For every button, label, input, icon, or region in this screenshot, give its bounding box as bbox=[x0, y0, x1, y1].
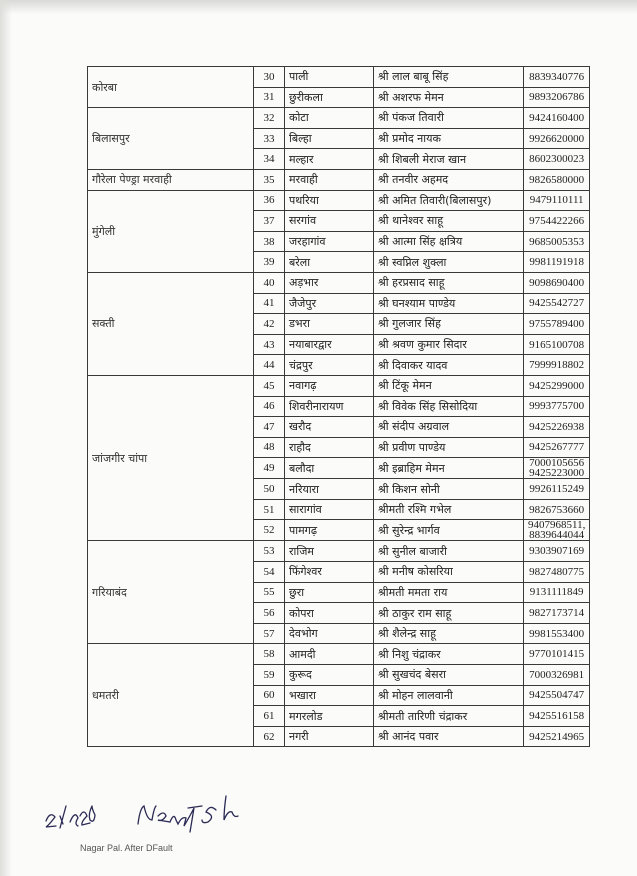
phone-number: 9425223000 bbox=[529, 467, 585, 479]
block-name-cell: नगरी bbox=[285, 726, 374, 747]
serial-number-cell: 34 bbox=[254, 149, 285, 170]
block-name-cell: सारागांव bbox=[285, 499, 374, 520]
serial-number-cell: 39 bbox=[254, 252, 285, 273]
phone-number: 9424160400 bbox=[529, 111, 585, 124]
serial-number-cell: 30 bbox=[254, 67, 285, 88]
serial-number-cell: 46 bbox=[254, 396, 285, 417]
phone-cell bbox=[524, 603, 590, 624]
phone-number: 9981191918 bbox=[529, 256, 584, 269]
phone-cell bbox=[524, 314, 590, 335]
person-name-cell: श्री सुरेन्द्र भार्गव bbox=[374, 520, 524, 541]
phone-cell bbox=[524, 272, 590, 293]
block-name-cell: मल्हार bbox=[285, 149, 374, 170]
serial-number-cell: 37 bbox=[254, 211, 285, 232]
phone-cell bbox=[524, 726, 590, 747]
phone-cell bbox=[524, 706, 590, 727]
phone-cell bbox=[524, 67, 590, 88]
person-name-cell: श्री अमित तिवारी(बिलासपुर) bbox=[374, 190, 524, 211]
table-row bbox=[88, 108, 590, 129]
serial-number-cell: 58 bbox=[254, 644, 285, 665]
block-name-cell: राजिम bbox=[285, 541, 374, 562]
serial-number-cell: 52 bbox=[254, 520, 285, 541]
block-name-cell: चंद्रपुर bbox=[285, 355, 374, 376]
phone-number: 9425504747 bbox=[529, 689, 585, 702]
phone-number: 9826753660 bbox=[529, 503, 585, 516]
phone-number: 7000105656 bbox=[529, 457, 585, 470]
phone-number: 7000326981 bbox=[529, 668, 585, 681]
phone-cell bbox=[524, 520, 590, 541]
person-name-cell: श्री शैलेन्द्र साहू bbox=[374, 623, 524, 644]
serial-number-cell: 53 bbox=[254, 541, 285, 562]
phone-number: 7999918802 bbox=[529, 359, 585, 372]
block-name-cell: मरवाही bbox=[285, 169, 374, 190]
person-name-cell: श्री प्रवीण पाण्डेय bbox=[374, 437, 524, 458]
phone-number: 9165100708 bbox=[529, 338, 585, 351]
phone-cell bbox=[524, 190, 590, 211]
district-cell: मुंगेली bbox=[88, 190, 254, 272]
serial-number-cell: 47 bbox=[254, 417, 285, 438]
person-name-cell: श्री किशन सोनी bbox=[374, 479, 524, 500]
person-name-cell: श्री सुखचंद बेसरा bbox=[374, 665, 524, 686]
phone-number: 9479110111 bbox=[529, 194, 584, 207]
phone-cell bbox=[524, 458, 590, 479]
phone-cell bbox=[524, 685, 590, 706]
serial-number-cell: 50 bbox=[254, 479, 285, 500]
phone-number: 9098690400 bbox=[529, 276, 585, 289]
person-name-cell: श्री श्रवण कुमार सिदार bbox=[374, 334, 524, 355]
serial-number-cell: 51 bbox=[254, 499, 285, 520]
person-name-cell: श्रीमती रश्मि गभेल bbox=[374, 499, 524, 520]
block-name-cell: पामगढ़ bbox=[285, 520, 374, 541]
block-name-cell: खरौद bbox=[285, 417, 374, 438]
person-name-cell: श्री इब्राहिम मेमन bbox=[374, 458, 524, 479]
phone-number: 9685005353 bbox=[529, 235, 585, 248]
block-name-cell: फिंगेश्वर bbox=[285, 562, 374, 583]
phone-cell bbox=[524, 396, 590, 417]
phone-cell bbox=[524, 499, 590, 520]
serial-number-cell: 56 bbox=[254, 603, 285, 624]
phone-number: 9425226938 bbox=[529, 420, 585, 433]
serial-number-cell: 55 bbox=[254, 582, 285, 603]
phone-cell bbox=[524, 479, 590, 500]
serial-number-cell: 41 bbox=[254, 293, 285, 314]
person-name-cell: श्री निशु चंद्राकर bbox=[374, 644, 524, 665]
serial-number-cell: 35 bbox=[254, 169, 285, 190]
phone-number: 9981553400 bbox=[529, 627, 585, 640]
phone-cell bbox=[524, 562, 590, 583]
block-name-cell: कुरूद bbox=[285, 665, 374, 686]
person-name-cell: श्री लाल बाबू सिंह bbox=[374, 67, 524, 88]
phone-cell bbox=[524, 252, 590, 273]
table-body bbox=[88, 67, 590, 747]
block-name-cell: देवभोग bbox=[285, 623, 374, 644]
table-row bbox=[88, 190, 590, 211]
phone-cell bbox=[524, 231, 590, 252]
district-cell: गरियाबंद bbox=[88, 541, 254, 644]
person-name-cell: श्री स्वप्निल शुक्ला bbox=[374, 252, 524, 273]
phone-cell bbox=[524, 169, 590, 190]
serial-number-cell: 42 bbox=[254, 314, 285, 335]
phone-cell bbox=[524, 334, 590, 355]
phone-number: 8839340776 bbox=[529, 70, 585, 83]
block-name-cell: जरहागांव bbox=[285, 231, 374, 252]
table-row bbox=[88, 644, 590, 665]
person-name-cell: श्री आनंद पवार bbox=[374, 726, 524, 747]
block-name-cell: सरगांव bbox=[285, 211, 374, 232]
scan-edge-shadow bbox=[0, 0, 637, 14]
serial-number-cell: 31 bbox=[254, 87, 285, 108]
phone-number: 9303907169 bbox=[529, 545, 585, 558]
table-row bbox=[88, 169, 590, 190]
block-name-cell: नयाबारद्वार bbox=[285, 334, 374, 355]
phone-number: 9926620000 bbox=[529, 132, 585, 145]
block-name-cell: भखारा bbox=[285, 685, 374, 706]
scan-edge-shadow-left bbox=[0, 0, 12, 876]
block-name-cell: कोपरा bbox=[285, 603, 374, 624]
phone-cell bbox=[524, 541, 590, 562]
serial-number-cell: 54 bbox=[254, 562, 285, 583]
person-name-cell: श्री घनश्याम पाण्डेय bbox=[374, 293, 524, 314]
district-cell: कोरबा bbox=[88, 67, 254, 108]
table-row bbox=[88, 67, 590, 88]
phone-cell bbox=[524, 375, 590, 396]
phone-cell bbox=[524, 623, 590, 644]
phone-number: 9425299000 bbox=[529, 379, 585, 392]
table-row bbox=[88, 272, 590, 293]
block-name-cell: मगरलोड bbox=[285, 706, 374, 727]
phone-number: 9425516158 bbox=[529, 710, 585, 723]
serial-number-cell: 36 bbox=[254, 190, 285, 211]
person-name-cell: श्री दिवाकर यादव bbox=[374, 355, 524, 376]
phone-cell bbox=[524, 644, 590, 665]
serial-number-cell: 61 bbox=[254, 706, 285, 727]
block-name-cell: शिवरीनारायण bbox=[285, 396, 374, 417]
phone-cell bbox=[524, 87, 590, 108]
phone-number: 9926115249 bbox=[529, 483, 584, 496]
block-name-cell: राहौद bbox=[285, 437, 374, 458]
phone-cell bbox=[524, 211, 590, 232]
serial-number-cell: 40 bbox=[254, 272, 285, 293]
serial-number-cell: 62 bbox=[254, 726, 285, 747]
phone-number: 9425267777 bbox=[529, 441, 585, 454]
block-name-cell: जैजेपुर bbox=[285, 293, 374, 314]
phone-number: 9893206786 bbox=[529, 91, 585, 104]
serial-number-cell: 57 bbox=[254, 623, 285, 644]
person-name-cell: श्रीमती ममता राय bbox=[374, 582, 524, 603]
person-name-cell: श्री तनवीर अहमद bbox=[374, 169, 524, 190]
phone-cell bbox=[524, 293, 590, 314]
phone-number: 9993775700 bbox=[529, 400, 585, 413]
phone-number: 9425542727 bbox=[529, 297, 585, 310]
block-name-cell: नरियारा bbox=[285, 479, 374, 500]
person-name-cell: श्री हरप्रसाद साहू bbox=[374, 272, 524, 293]
serial-number-cell: 32 bbox=[254, 108, 285, 129]
person-name-cell: श्री अशरफ मेमन bbox=[374, 87, 524, 108]
table-row bbox=[88, 375, 590, 396]
serial-number-cell: 44 bbox=[254, 355, 285, 376]
phone-number: 9754422266 bbox=[529, 214, 585, 227]
phone-cell bbox=[524, 437, 590, 458]
block-name-cell: पाली bbox=[285, 67, 374, 88]
district-cell: गौरेला पेण्ड्रा मरवाही bbox=[88, 169, 254, 190]
district-cell: जांजगीर चांपा bbox=[88, 375, 254, 541]
serial-number-cell: 43 bbox=[254, 334, 285, 355]
block-name-cell: अड़भार bbox=[285, 272, 374, 293]
serial-number-cell: 49 bbox=[254, 458, 285, 479]
district-cell: सक्ती bbox=[88, 272, 254, 375]
person-name-cell: श्री मोहन लालवानी bbox=[374, 685, 524, 706]
footer-note: Nagar Pal. After DFault bbox=[80, 843, 173, 853]
phone-number: 9131111849 bbox=[529, 586, 584, 599]
phone-cell bbox=[524, 128, 590, 149]
block-name-cell: छुरीकला bbox=[285, 87, 374, 108]
phone-cell bbox=[524, 582, 590, 603]
block-name-cell: नवागढ़ bbox=[285, 375, 374, 396]
person-name-cell: श्री सुनील बाजारी bbox=[374, 541, 524, 562]
block-name-cell: छुरा bbox=[285, 582, 374, 603]
phone-number: 9425214965 bbox=[529, 730, 585, 743]
block-name-cell: डभरा bbox=[285, 314, 374, 335]
person-name-cell: श्री मनीष कोसरिया bbox=[374, 562, 524, 583]
phone-number: 8602300023 bbox=[529, 153, 585, 166]
phone-number: 9755789400 bbox=[529, 317, 585, 330]
block-name-cell: बिल्हा bbox=[285, 128, 374, 149]
serial-number-cell: 59 bbox=[254, 665, 285, 686]
serial-number-cell: 38 bbox=[254, 231, 285, 252]
person-name-cell: श्री संदीप अग्रवाल bbox=[374, 417, 524, 438]
block-name-cell: बलौदा bbox=[285, 458, 374, 479]
district-cell: बिलासपुर bbox=[88, 108, 254, 170]
person-name-cell: श्री थानेश्वर साहू bbox=[374, 211, 524, 232]
block-name-cell: आमदी bbox=[285, 644, 374, 665]
serial-number-cell: 60 bbox=[254, 685, 285, 706]
office-bearers-table bbox=[87, 66, 590, 747]
person-name-cell: श्रीमती तारिणी चंद्राकर bbox=[374, 706, 524, 727]
phone-number: 9826580000 bbox=[529, 173, 585, 186]
phone-cell bbox=[524, 149, 590, 170]
person-name-cell: श्री आत्मा सिंह क्षत्रिय bbox=[374, 231, 524, 252]
phone-number: 9407968511, bbox=[528, 519, 586, 532]
table-row bbox=[88, 541, 590, 562]
phone-number: 9770101415 bbox=[529, 648, 585, 661]
phone-cell bbox=[524, 108, 590, 129]
serial-number-cell: 45 bbox=[254, 375, 285, 396]
person-name-cell: श्री ठाकुर राम साहू bbox=[374, 603, 524, 624]
phone-cell bbox=[524, 417, 590, 438]
block-name-cell: कोटा bbox=[285, 108, 374, 129]
person-name-cell: श्री शिबली मेराज खान bbox=[374, 149, 524, 170]
person-name-cell: श्री प्रमोद नायक bbox=[374, 128, 524, 149]
block-name-cell: पथरिया bbox=[285, 190, 374, 211]
person-name-cell: श्री टिंकू मेमन bbox=[374, 375, 524, 396]
person-name-cell: श्री विवेक सिंह सिसोदिया bbox=[374, 396, 524, 417]
phone-cell bbox=[524, 665, 590, 686]
phone-cell bbox=[524, 355, 590, 376]
phone-number: 8839644044 bbox=[529, 529, 585, 541]
handwritten-date-and-signature bbox=[40, 776, 290, 836]
person-name-cell: श्री गुलजार सिंह bbox=[374, 314, 524, 335]
phone-number: 9827480775 bbox=[529, 565, 585, 578]
person-name-cell: श्री पंकज तिवारी bbox=[374, 108, 524, 129]
serial-number-cell: 33 bbox=[254, 128, 285, 149]
serial-number-cell: 48 bbox=[254, 437, 285, 458]
phone-number: 9827173714 bbox=[529, 607, 585, 620]
district-cell: धमतरी bbox=[88, 644, 254, 747]
block-name-cell: बरेला bbox=[285, 252, 374, 273]
